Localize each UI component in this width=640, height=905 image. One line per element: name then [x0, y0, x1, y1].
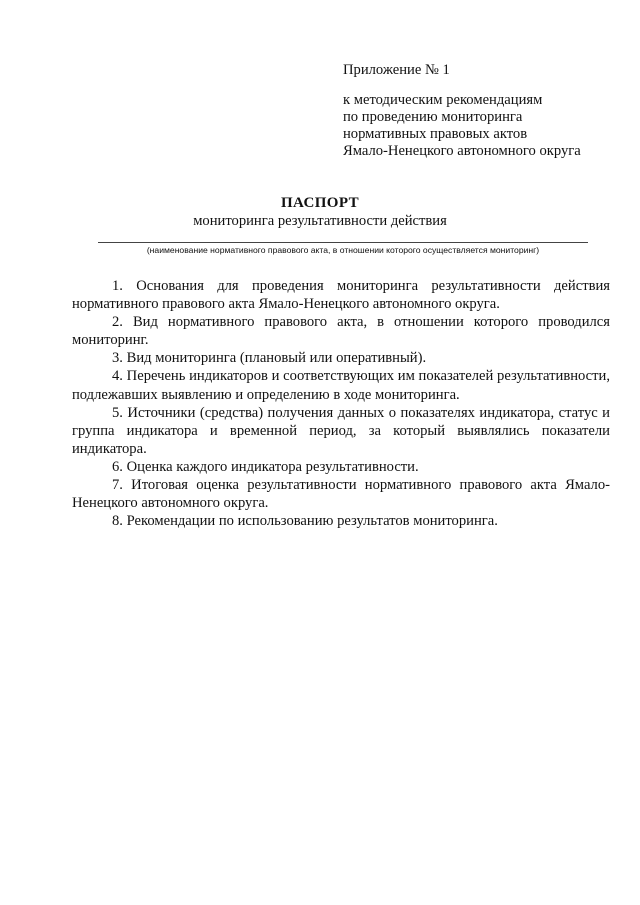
- list-item: 6. Оценка каждого индикатора результативности.: [112, 458, 419, 475]
- underline-caption: (наименование нормативного правового акта, в отношении которого осуществляется мониторинг): [146, 245, 540, 255]
- appendix-header: [343, 62, 613, 160]
- list-item: 2. Вид нормативного правового акта, в отношении которого проводился мониторинг.: [72, 314, 610, 349]
- blank-underline: [98, 242, 588, 243]
- list-item: 7. Итоговая оценка результативности нормативного правового акта Ямало-Ненецкого автономного округа.: [72, 477, 610, 512]
- list-item: 4. Перечень индикаторов и соответствующих им показателей результативности, подлежавших выявлению и определению в ходе мониторинга.: [72, 368, 610, 403]
- list-item: 8. Рекомендации по использованию результатов мониторинга.: [112, 513, 498, 530]
- list-item: 5. Источники (средства) получения данных о показателях индикатора, статус и группа индикатора и временной период, за который выявлялись показатели индикатора.: [72, 404, 610, 457]
- appendix-line: Ямало-Ненецкого автономного округа: [343, 143, 581, 159]
- appendix-line: нормативных правовых актов: [343, 126, 528, 142]
- appendix-line: к методическим рекомендациям: [343, 92, 543, 108]
- appendix-number: Приложение № 1: [343, 62, 450, 78]
- list-item: 1. Основания для проведения мониторинга результативности действия нормативного правового акта Ямало-Ненецкого автономного округа.: [72, 278, 610, 313]
- document-title: ПАСПОРТ: [280, 195, 360, 211]
- document-subtitle: мониторинга результативности действия: [193, 213, 447, 229]
- list-item: 3. Вид мониторинга (плановый или оперативный).: [112, 350, 427, 367]
- passport-items: [72, 277, 610, 530]
- appendix-line: по проведению мониторинга: [343, 109, 523, 125]
